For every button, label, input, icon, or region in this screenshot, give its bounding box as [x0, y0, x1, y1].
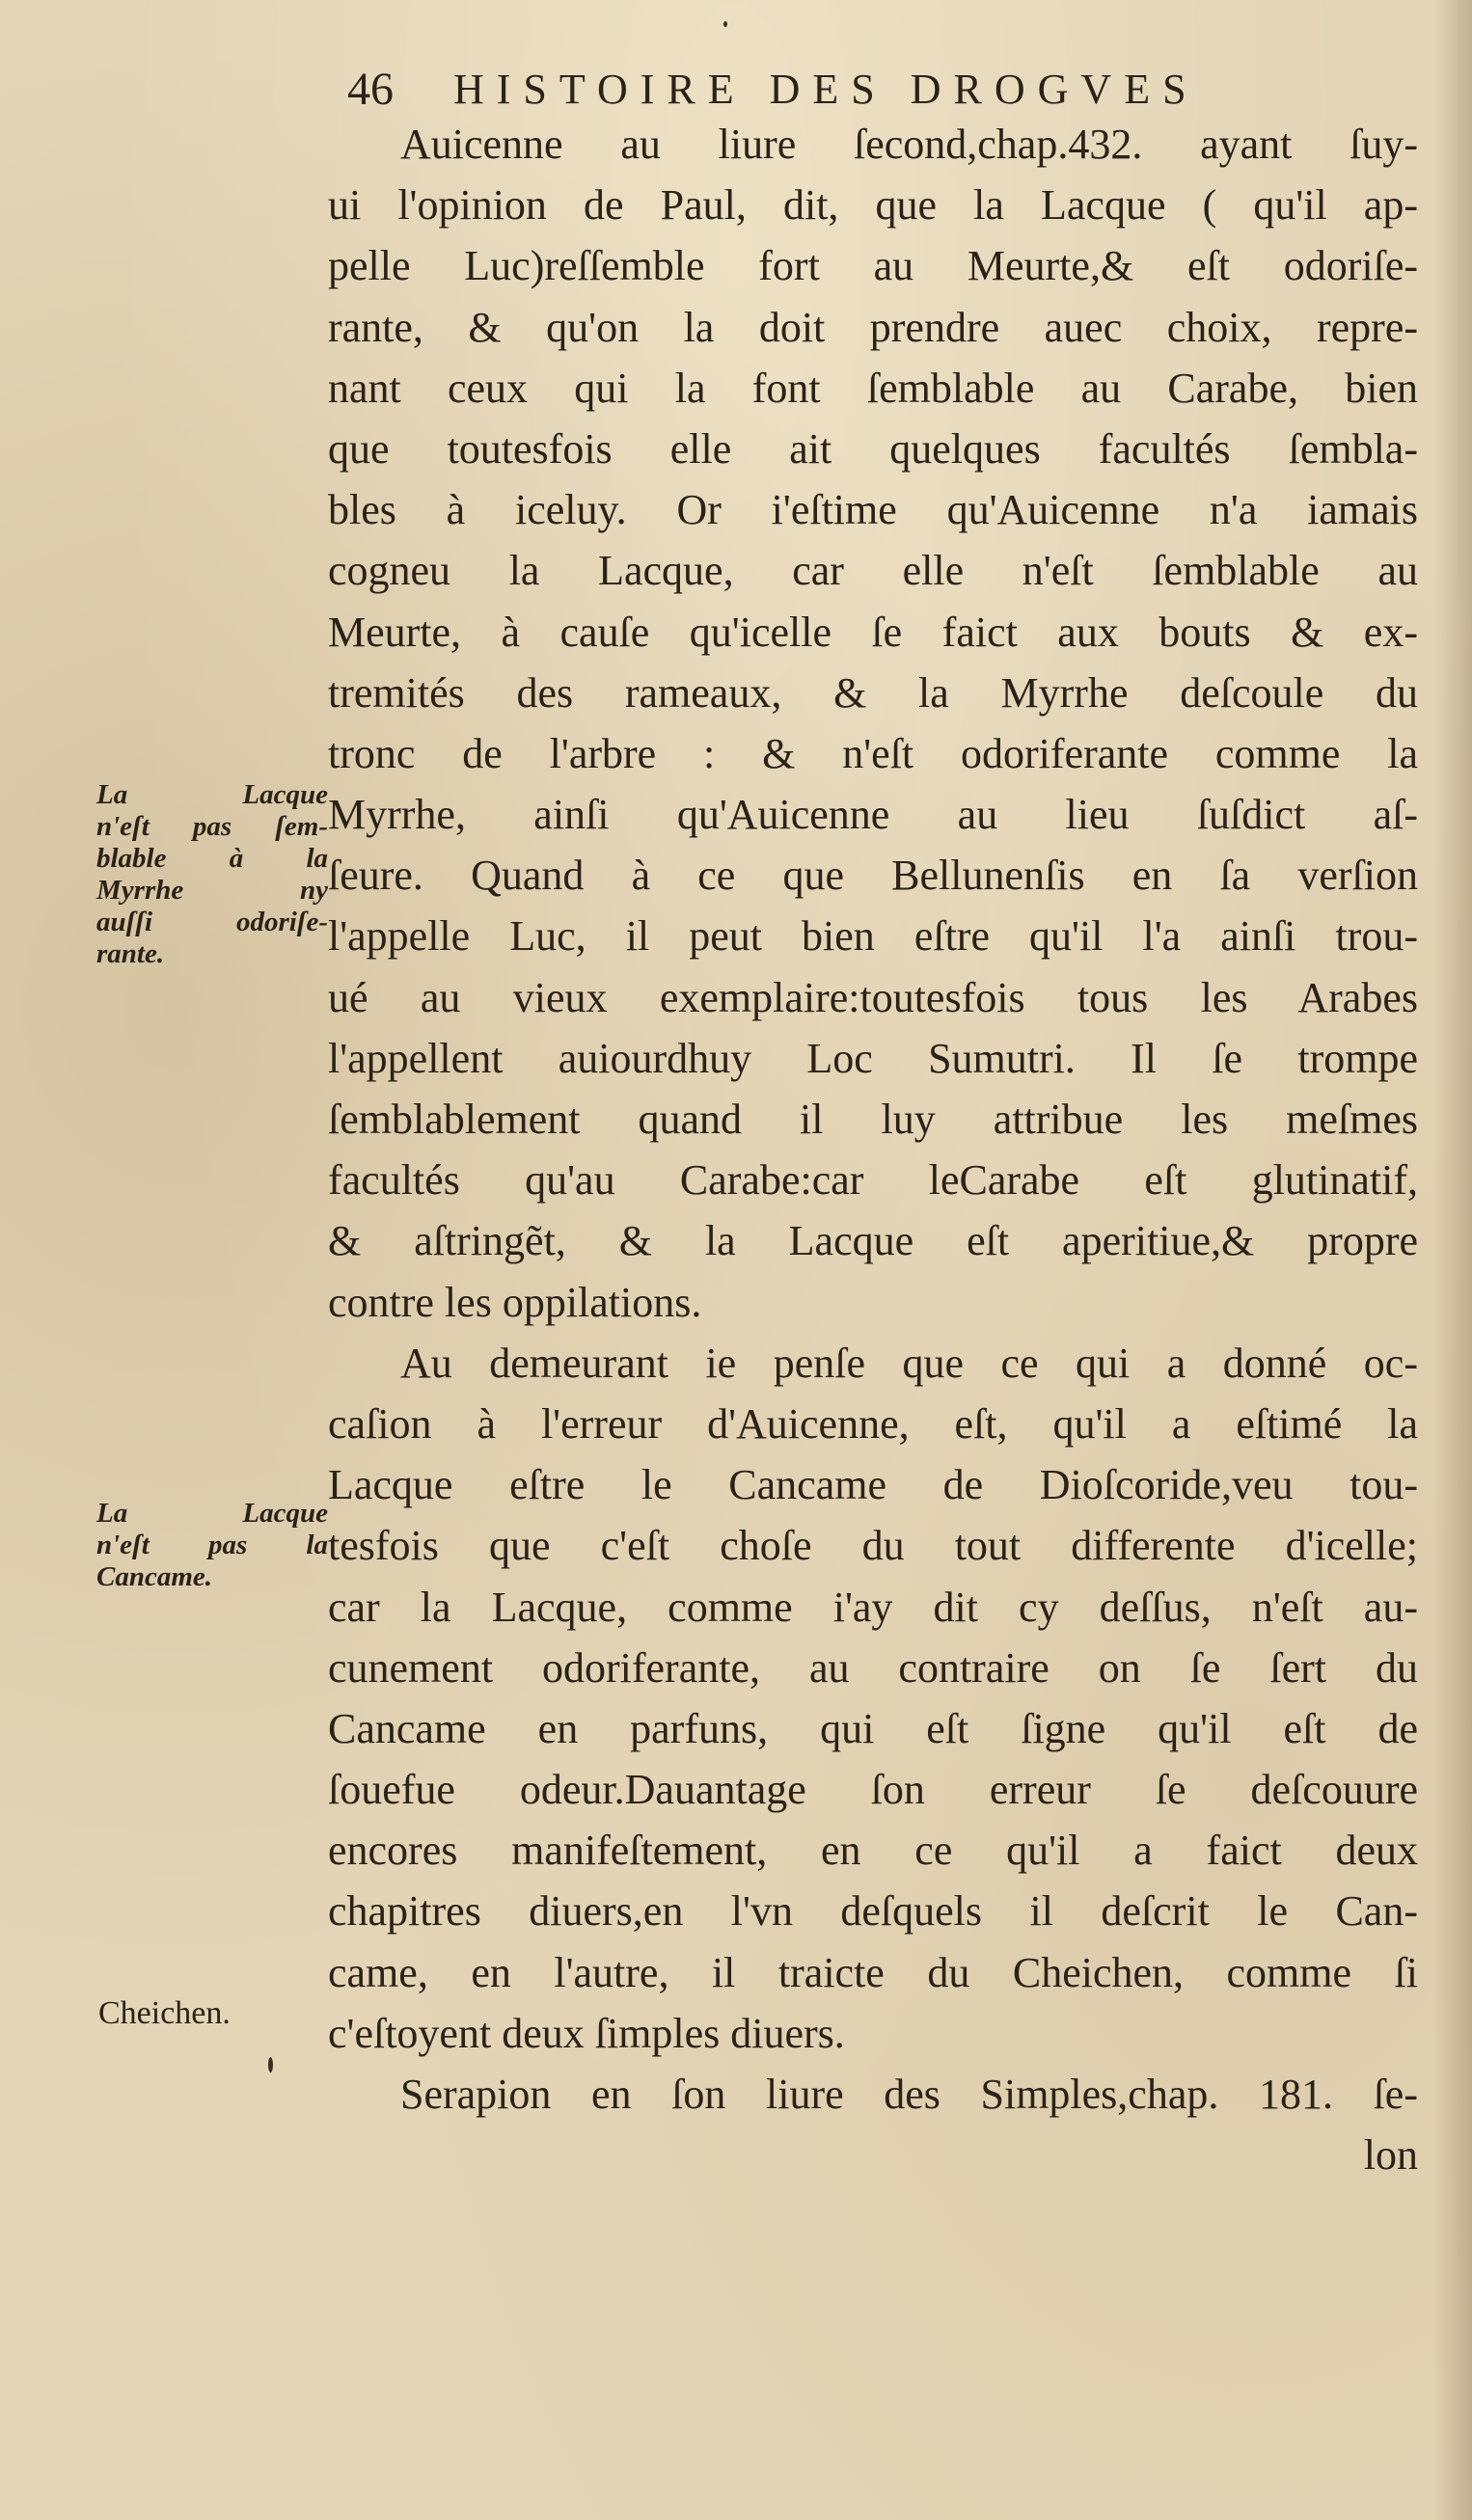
- text-line: ſemblablement quand il luy attribue les meſmes: [328, 1096, 1418, 1143]
- text-line: Serapion en ſon liure des Simples,chap. 181. ſe-: [400, 2071, 1418, 2118]
- margin-note-line: Myrrhe ny: [96, 875, 328, 906]
- margin-note-line: La Lacque: [96, 779, 328, 810]
- text-line: Meurte, à cauſe qu'icelle ſe faict aux bouts & ex-: [328, 608, 1418, 656]
- text-line: que toutesfois elle ait quelques facultés ſembla-: [328, 424, 1418, 473]
- text-line: l'appellent auiourdhuy Loc Sumutri. Il ſe trompe: [328, 1034, 1418, 1082]
- text-line: Auicenne au liure ſecond,chap.432. ayant ſuy-: [400, 121, 1418, 168]
- catchword: lon: [1363, 2131, 1418, 2180]
- text-line: Au demeurant ie penſe que ce qui a donné oc-: [400, 1339, 1418, 1387]
- text-line: bles à iceluy. Or i'eſtime qu'Auicenne n'a iamais: [328, 486, 1418, 534]
- main-text-block: [328, 114, 1418, 2185]
- text-line: cogneu la Lacque, car elle n'eſt ſemblable au: [328, 547, 1418, 595]
- ink-speck: [723, 21, 727, 27]
- margin-note-line: Cheichen.: [98, 1995, 231, 2031]
- text-line: encores manifeſtement, en ce qu'il a faict deux: [328, 1827, 1418, 1875]
- text-line: contre les oppilations.: [328, 1278, 702, 1326]
- margin-note-line: blable à la: [96, 843, 328, 874]
- margin-note-lacque-myrrhe: [96, 779, 328, 970]
- text-line: nant ceux qui la font ſemblable au Carabe, bien: [328, 364, 1418, 412]
- margin-note-line: n'eſt pas la: [96, 1530, 328, 1560]
- text-line: car la Lacque, comme i'ay dit cy deſſus, n'eſt au-: [328, 1583, 1418, 1631]
- margin-note-line: auſſi odoriſe-: [96, 907, 328, 937]
- text-line: pelle Luc)reſſemble fort au Meurte,& eſt odoriſe-: [328, 242, 1418, 290]
- text-line: ué au vieux exemplaire:toutesfois tous les Arabes: [328, 973, 1418, 1021]
- margin-note-lacque-cancame: [96, 1498, 328, 1593]
- text-line: tronc de l'arbre : & n'eſt odoriferante comme la: [328, 729, 1418, 777]
- text-line: caſion à l'erreur d'Auicenne, eſt, qu'il a eſtimé la: [328, 1399, 1418, 1448]
- margin-note-line: n'eſt pas ſem-: [96, 811, 328, 842]
- ink-speck: [268, 2057, 273, 2073]
- page-number: 46: [347, 64, 394, 115]
- text-line: cunement odoriferante, au contraire on ſe ſert du: [328, 1643, 1418, 1692]
- text-line: tesfois que c'eſt choſe du tout differente d'icelle;: [328, 1522, 1418, 1570]
- text-line: rante, & qu'on la doit prendre auec choix, repre-: [328, 303, 1418, 351]
- text-line: tremités des rameaux, & la Myrrhe deſcoule du: [328, 668, 1418, 717]
- text-line: & aſtringẽt, & la Lacque eſt aperitiue,& propre: [328, 1217, 1418, 1265]
- margin-note-line: Cancame.: [96, 1561, 213, 1592]
- text-line: chapitres diuers,en l'vn deſquels il deſcrit le Can-: [328, 1887, 1418, 1936]
- text-line: Cancame en parfuns, qui eſt ſigne qu'il eſt de: [328, 1704, 1418, 1752]
- text-line: ſeure. Quand à ce que Bellunenſis en ſa verſion: [328, 852, 1418, 900]
- text-line: ſouefue odeur.Dauantage ſon erreur ſe deſcouure: [328, 1766, 1418, 1814]
- text-line: l'appelle Luc, il peut bien eſtre qu'il l'a ainſi trou-: [328, 912, 1418, 961]
- running-title: HISTOIRE DES DROGVES: [453, 66, 1199, 113]
- text-line: facultés qu'au Carabe:car leCarabe eſt glutinatif,: [328, 1156, 1418, 1205]
- page-gutter-shadow: [1433, 0, 1472, 2520]
- text-line: Lacque eſtre le Cancame de Dioſcoride,veu tou-: [328, 1461, 1418, 1509]
- text-line: ui l'opinion de Paul, dit, que la Lacque ( qu'il ap-: [328, 181, 1418, 230]
- margin-note-line: rante.: [96, 938, 165, 969]
- text-line: Myrrhe, ainſi qu'Auicenne au lieu ſuſdict aſ-: [328, 791, 1418, 839]
- margin-note-cheichen: [98, 1997, 291, 2029]
- text-line: c'eſtoyent deux ſimples diuers.: [328, 2009, 845, 2057]
- margin-note-line: La Lacque: [96, 1498, 328, 1529]
- text-line: came, en l'autre, il traicte du Cheichen, comme ſi: [328, 1948, 1418, 1996]
